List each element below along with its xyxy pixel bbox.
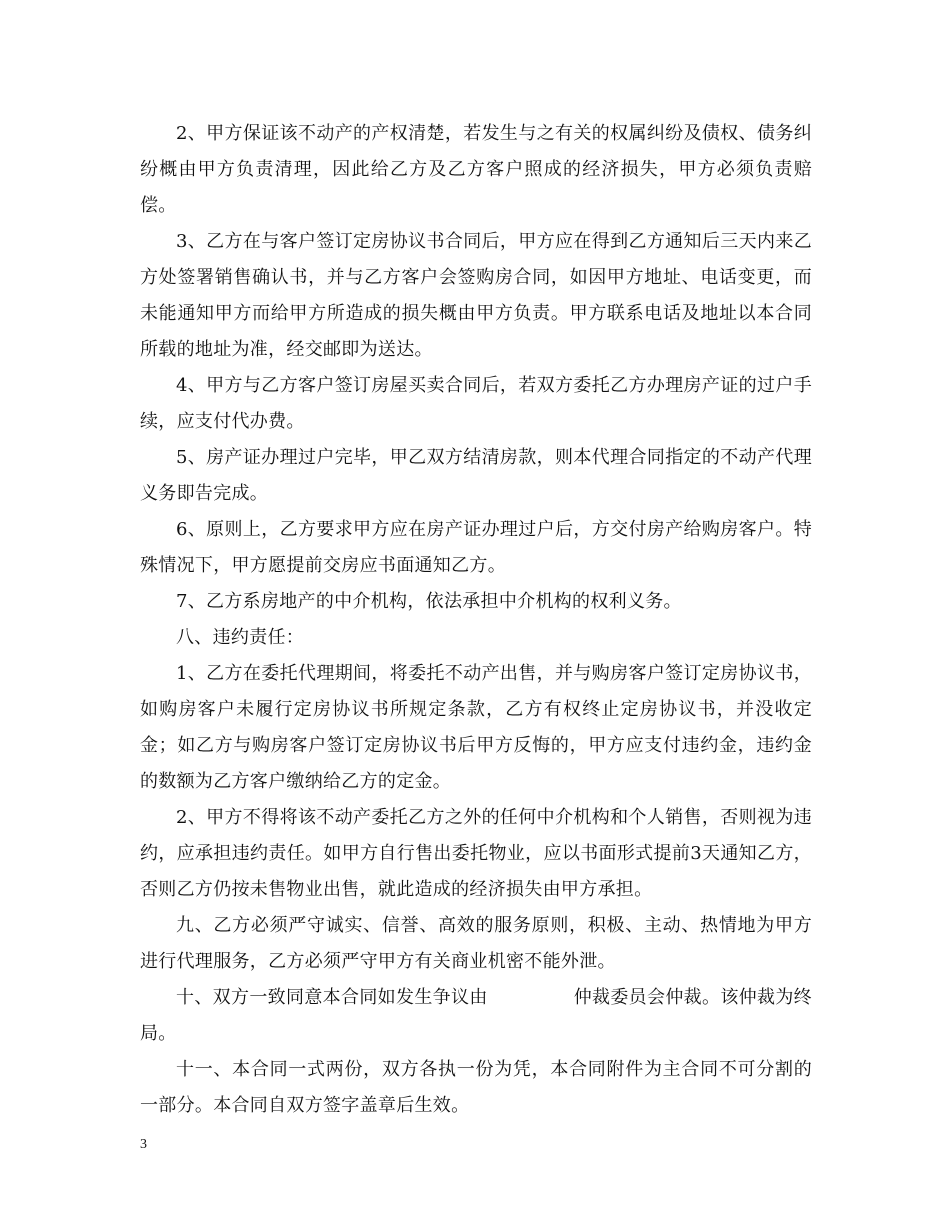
clause-eleven: 十一、本合同一式两份，双方各执一份为凭，本合同附件为主合同不可分割的一部分。本合同自双方签字盖章后生效。 [140,1059,812,1116]
page-number: 3 [140,1137,147,1152]
clause-seven-2: 2、甲方保证该不动产的产权清楚，若发生与之有关的权属纠纷及债权、债务纠纷概由甲方负责清理，因此给乙方及乙方客户照成的经济损失，甲方必须负责赔偿。 [140,123,812,216]
clause-seven-4: 4、甲方与乙方客户签订房屋买卖合同后，若双方委托乙方办理房产证的过户手续，应支付代办费。 [140,375,812,432]
clause-breach-2: 2、甲方不得将该不动产委托乙方之外的任何中介机构和个人销售，否则视为违约，应承担违约责任。如甲方自行售出委托物业，应以书面形式提前3天通知乙方，否则乙方仍按未售物业出售，就此造成的经济损失由甲方承担。 [140,807,812,900]
clause-seven-3: 3、乙方在与客户签订定房协议书合同后，甲方应在得到乙方通知后三天内来乙方处签署销售确认书，并与乙方客户会签购房合同，如因甲方地址、电话变更，而未能通知甲方而给甲方所造成的损失概由甲方负责。甲方联系电话及地址以本合同所载的地址为准，经交邮即为送达。 [140,231,812,360]
clause-ten-text-after: 仲裁委员会仲裁。该仲裁为终局。 [140,987,812,1044]
clause-breach-1: 1、乙方在委托代理期间，将委托不动产出售，并与购房客户签订定房协议书，如购房客户未履行定房协议书所规定条款，乙方有权终止定房协议书，并没收定金；如乙方与购房客户签订定房协议书后甲方反悔的，甲方应支付违约金，违约金的数额为乙方客户缴纳给乙方的定金。 [140,663,812,792]
clause-seven-7: 7、乙方系房地产的中介机构，依法承担中介机构的权利义务。 [176,591,682,612]
clause-nine: 九、乙方必须严守诚实、信誉、高效的服务原则，积极、主动、热情地为甲方进行代理服务，乙方必须严守甲方有关商业机密不能外泄。 [140,915,812,972]
section-heading-breach: 八、违约责任： [176,627,305,648]
clause-seven-6: 6、原则上，乙方要求甲方应在房产证办理过户后，方交付房产给购房客户。特殊情况下，甲方愿提前交房应书面通知乙方。 [140,519,812,576]
contract-body [140,116,812,1124]
clause-ten-text-before: 十、双方一致同意本合同如发生争议由 [176,987,488,1008]
clause-seven-5: 5、房产证办理过户完毕，甲乙双方结清房款，则本代理合同指定的不动产代理义务即告完成。 [140,447,812,504]
clause-ten [140,980,812,1052]
